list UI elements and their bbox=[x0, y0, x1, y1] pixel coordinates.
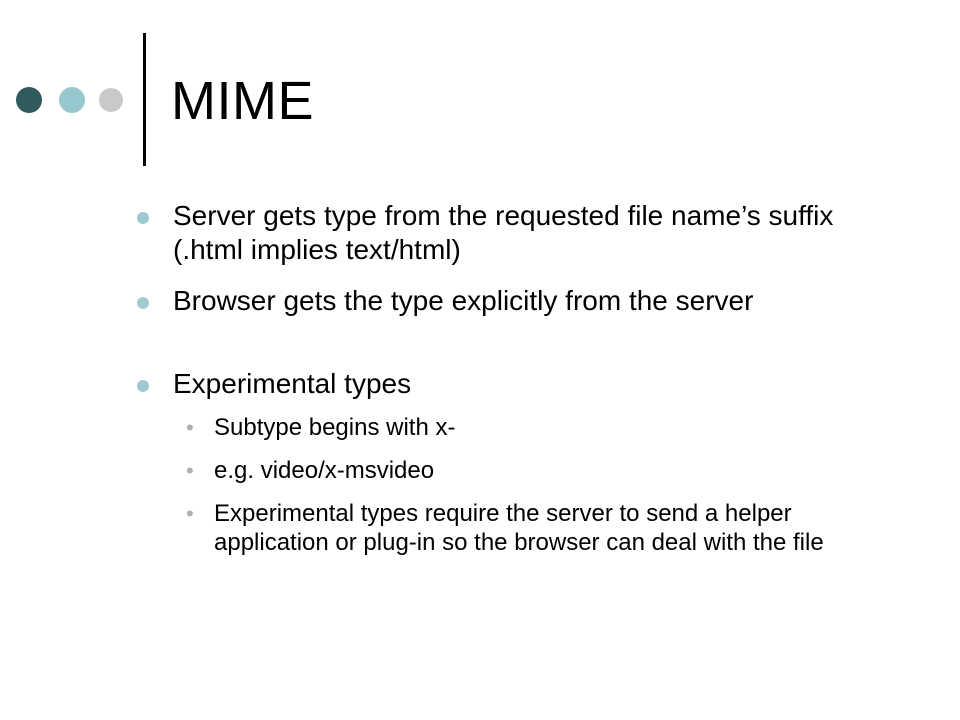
bullet-item bbox=[173, 199, 873, 267]
sub-bullet-text: Experimental types require the server to send a helper application or plug-in so the browser can deal with the file bbox=[214, 500, 824, 556]
slide-title: MIME bbox=[171, 71, 314, 131]
bullet-dot-icon bbox=[137, 380, 149, 392]
sub-bullet-item bbox=[186, 456, 874, 485]
bullet-dot-icon bbox=[137, 212, 149, 224]
bullet-item bbox=[173, 367, 873, 401]
sub-bullet-text: e.g. video/x-msvideo bbox=[214, 457, 435, 484]
bullet-text: Experimental types bbox=[173, 368, 412, 399]
bullet-text: Server gets type from the requested file name’s suffix (.html implies text/html) bbox=[173, 200, 834, 265]
bullet-item bbox=[173, 284, 873, 318]
sub-bullet-icon: • bbox=[186, 415, 194, 440]
sub-bullet-icon: • bbox=[186, 458, 194, 483]
bullet-text: Browser gets the type explicitly from the server bbox=[173, 285, 754, 316]
bullet-dot-icon bbox=[137, 297, 149, 309]
sub-bullet-item bbox=[186, 413, 874, 442]
sub-bullet-item bbox=[186, 499, 874, 557]
sub-bullet-text: Subtype begins with x- bbox=[214, 414, 456, 441]
sub-bullet-icon: • bbox=[186, 501, 194, 526]
